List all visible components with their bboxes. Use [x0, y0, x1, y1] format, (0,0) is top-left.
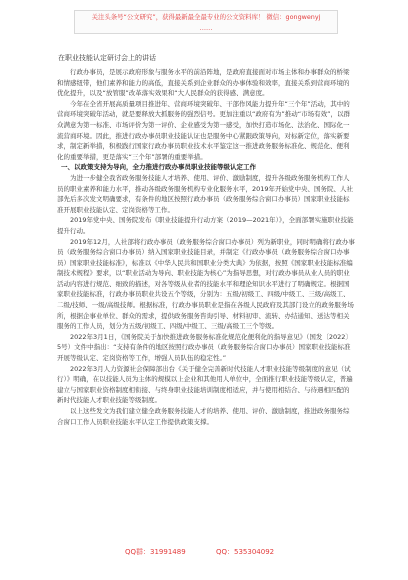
- document-title: 在职业技能认定研讨会上的讲话: [58, 54, 156, 62]
- qq-contact-text: QQ：535304092: [216, 548, 275, 556]
- paragraph: 为进一步健全我省政务服务技能人才培养、使用、评价、激励制度，提升各级政务服务机构工作人员的职业素养和能力水平，推动各级政务服务机构专业化服务水平，2019年开始党中央、国务院、人社部先后多次发文明确要求，有条件的地区按照行政办事员（政务服务综合窗口办事员）国家职业技能标准开展职业技能认定、定岗资格等工作。: [57, 173, 354, 214]
- promo-banner[interactable]: [74, 10, 338, 34]
- paragraph: 行政办事员，是展示政府形象与服务水平的前沿阵地，是政府直接面对市场主体和办事群众的桥梁和情感纽带，他们素养和能力的高低，直接关系到企业群众的办事体验和效率，直接关系到营商环境的优化提升，以及“放管服”改革落实效果和“大人民群众的获得感、满意度。: [57, 68, 350, 98]
- paragraph: 2022年3月人力资源社会保障部出台《关于健全完善新时代技能人才职业技能等级制度的意见（试行）》明确，在以技能人员为主体的规模以上企业和其他用人单位中，全面推行职业技能等级认定，普遍建立与国家职业资格制度相衔接、与终身职业技能培训制度相适应，并与使用相结合、与待遇相匹配的新时代技能人才职业技能等级制度。: [57, 364, 353, 405]
- paragraph: 以上这些发文为我们建立健全政务服务技能人才的培养、使用、评价、激励制度，推进政务服务综合窗口工作人员职业技能水平认定工作提供政策支撑。: [57, 407, 350, 426]
- document-body: [57, 67, 355, 427]
- banner-line-1: 关注头条号“公文研究”，获得最新最全最专业的公文资料库！ 微信：gongwenyj: [91, 13, 321, 21]
- qq-group-text: QQ群：31991489: [125, 548, 186, 556]
- section-heading: 一、以政策支持为导向，全力推进行政办事员职业技能等级认定工作: [61, 163, 256, 172]
- paragraph: 2022年3月1日，《国务院关于加快推进政务服务标准化规范化便利化的指导意见》（国发〔2022〕5号）文件中指出：“支持有条件的地区按照行政办事员（政务服务综合窗口办事员）国家职业技能标准开展等级认定、定岗资格等工作，增强人员队伍的稳定性。”: [57, 332, 352, 363]
- paragraph: 2019年12月，人社部将行政办事员（政务服务综合窗口办事员）列为新职业，同时明确将行政办事员（政务服务综合窗口办事员）纳入国家职业技能目录，并制定《行政办事员（政务服务综合窗口办事员）国家职业技能标准》，标准以《中华人民共和国职业分类大典》为依据，按照《国家职业技能标准编制技术规程》要求，以“职业活动为导向、职业技能为核心”为指导思想，对行政办事员从业人员的职业活动内容进行规范、细致的描述，对各等级从业者的技能水平和理论知识水平进行了明确规定。根据国家职业技能标准，行政办事员职业共设五个等级，分别为：五级/初级工、四级/中级工、三级/高级工、二级/技师、一级/高级技师。根据标准，行政办事员职业是指在各级人民政府及其部门设立的政务服务场所，根据企事业单位、群众的需求，提供政务服务咨询引导、材料初审、流转、办结通知、送达等相关服务的工作人员，划分为五级/初级工、四级/中级工、三级/高级工三个等级。: [57, 237, 355, 331]
- paragraph: 今年在全省开展高质量项目推进年、营商环境突破年、干部作风能力提升年“三个年”活动，其中的营商环境突破年活动，就是要释放大抓服务的强烈信号。更加注重以“政府有为”推动“市场有效”，以群众满意为第一标准、市场评价为第一评价、企业感受为第一感受，加快打造市场化、法治化、国际化一流营商环境。因此，推进行政办事员职业技能认证也是服务中心紧跟政策导向，对标新定位，落实新要求，制定新举措，积极践行国家行政办事员职业技术水平鉴定这一推进政务服务标准化、规范化、便利化的重要举措，更是落实“三个年”部署的重要举措。: [57, 99, 350, 161]
- banner-line-2: ……: [199, 24, 213, 32]
- paragraph: 2019年党中央、国务院发布《职业技能提升行动方案（2019—2021年）》，全面部署实施职业技能提升行动。: [57, 216, 354, 235]
